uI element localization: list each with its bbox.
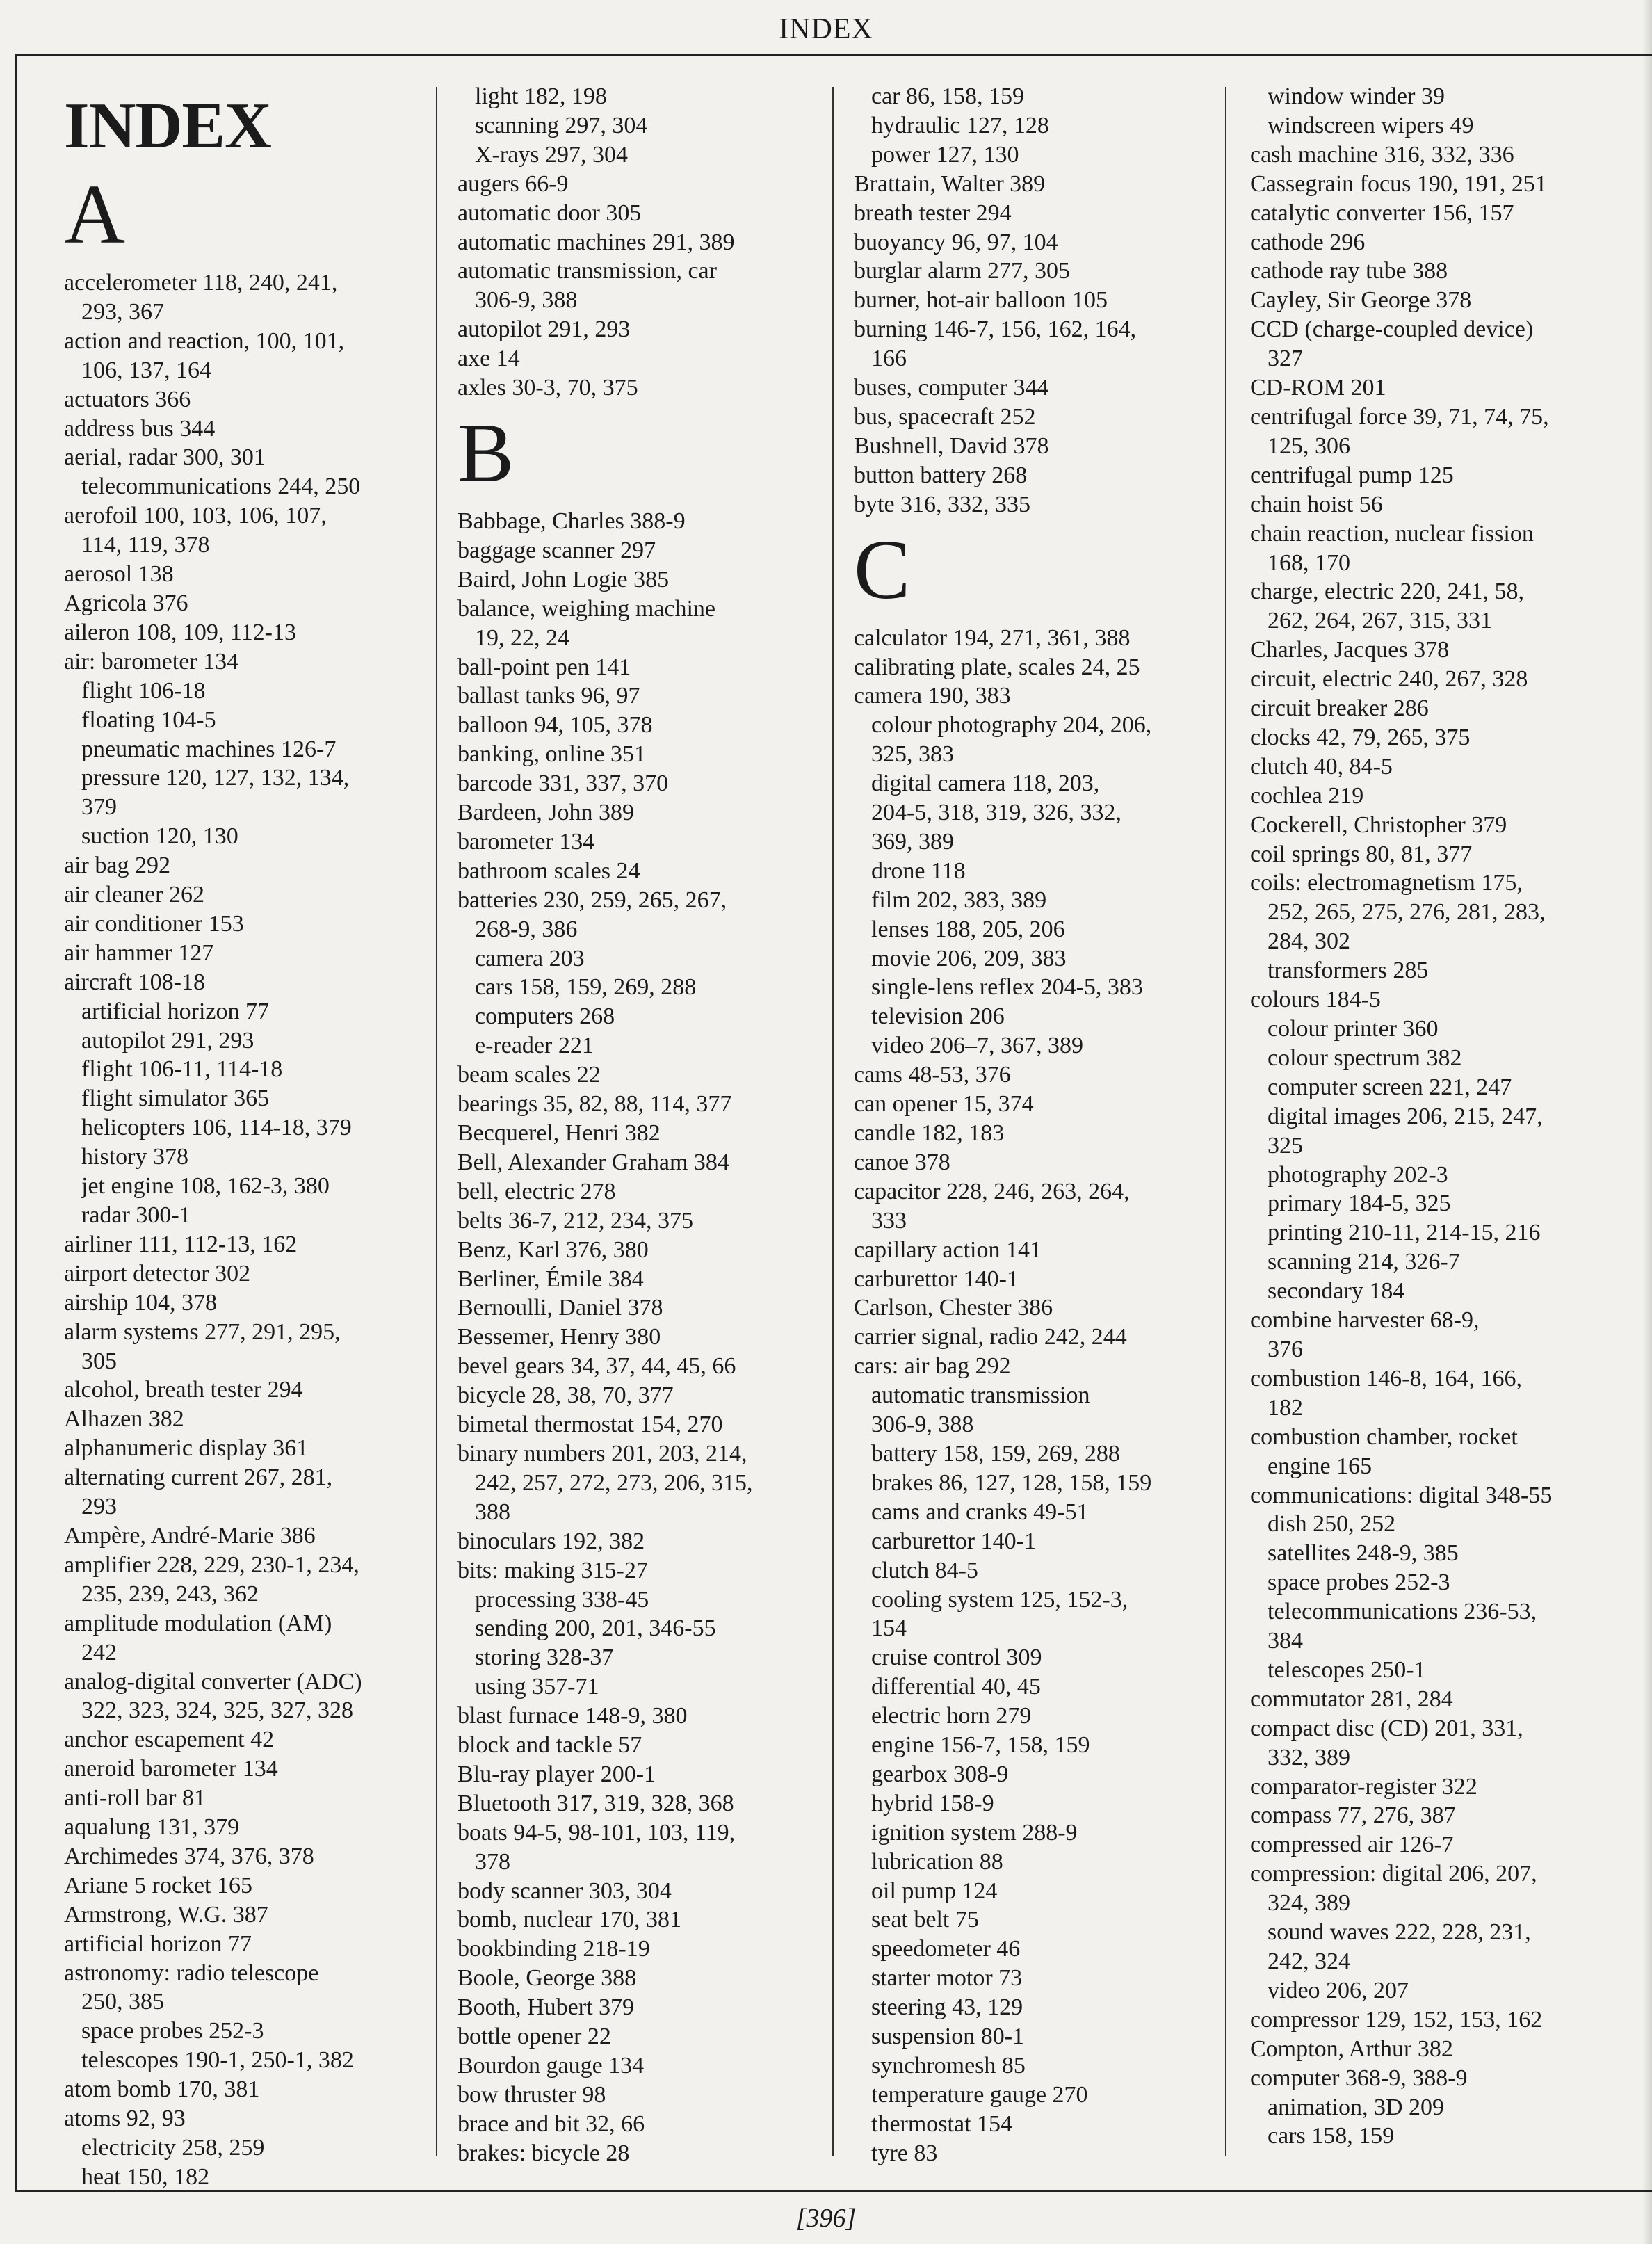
index-entry: augers 66-9: [457, 170, 569, 197]
index-subentry: satellites 248-9, 385: [1268, 1540, 1459, 1567]
index-subentry: differential 40, 45: [871, 1674, 1041, 1700]
index-subentry: power 127, 130: [871, 141, 1019, 168]
index-subentry: suspension 80-1: [871, 2024, 1025, 2050]
index-subentry: cars 158, 159, 269, 288: [475, 974, 697, 1001]
index-entry: bow thruster 98: [457, 2081, 606, 2108]
index-entry: Blu-ray player 200-1: [457, 1761, 656, 1787]
index-subentry: 369, 389: [871, 828, 954, 855]
index-subentry: 305: [81, 1348, 117, 1374]
index-entry: candle 182, 183: [854, 1120, 1005, 1146]
index-subentry: 166: [871, 346, 907, 372]
index-entry: combine harvester 68-9,: [1250, 1307, 1480, 1334]
index-subentry: sending 200, 201, 346-55: [475, 1615, 716, 1642]
index-entry: bottle opener 22: [457, 2024, 611, 2050]
index-entry: air hammer 127: [64, 939, 214, 966]
index-entry: airport detector 302: [64, 1260, 251, 1286]
index-entry: axe 14: [457, 346, 520, 372]
index-entry: Bourdon gauge 134: [457, 2053, 645, 2078]
index-entry: bits: making 315-27: [457, 1557, 648, 1583]
index-subentry: 242: [81, 1639, 117, 1665]
index-subentry: computer screen 221, 247: [1268, 1074, 1512, 1100]
index-entry: CD-ROM 201: [1250, 375, 1386, 401]
index-subentry: video 206–7, 367, 389: [871, 1033, 1084, 1059]
index-subentry: engine 165: [1268, 1453, 1372, 1479]
index-entry: air cleaner 262: [64, 882, 204, 908]
index-entry: bus, spacecraft 252: [854, 403, 1036, 430]
index-subentry: 379: [81, 794, 117, 821]
index-entry: calibrating plate, scales 24, 25: [854, 654, 1140, 680]
index-entry: Bell, Alexander Graham 384: [457, 1149, 729, 1175]
index-entry: combustion 146-8, 164, 166,: [1250, 1365, 1522, 1391]
index-subentry: history 378: [81, 1144, 188, 1170]
index-entry: clocks 42, 79, 265, 375: [1250, 724, 1471, 750]
index-entry: address bus 344: [64, 415, 216, 442]
index-subentry: 324, 389: [1268, 1890, 1350, 1916]
index-subentry: printing 210-11, 214-15, 216: [1268, 1220, 1541, 1246]
index-column-2: [457, 82, 826, 2168]
column-rule: [832, 87, 834, 2156]
index-entry: canoe 378: [854, 1149, 950, 1175]
index-subentry: 333: [871, 1207, 907, 1234]
index-entry: capillary action 141: [854, 1236, 1042, 1263]
index-subentry: cooling system 125, 152-3,: [871, 1586, 1128, 1613]
index-subentry: electricity 258, 259: [81, 2135, 265, 2161]
index-entry: air bag 292: [64, 853, 170, 879]
index-entry: automatic machines 291, 389: [457, 229, 735, 255]
index-entry: circuit breaker 286: [1250, 695, 1429, 722]
index-subentry: colour printer 360: [1268, 1016, 1439, 1042]
index-entry: Ampère, André-Marie 386: [64, 1522, 316, 1549]
index-entry: catalytic converter 156, 157: [1250, 200, 1514, 226]
index-entry: compass 77, 276, 387: [1250, 1802, 1456, 1829]
index-entry: alternating current 267, 281,: [64, 1464, 333, 1491]
index-subentry: 384: [1268, 1628, 1303, 1654]
index-subentry: movie 206, 209, 383: [871, 945, 1067, 971]
index-entry: computer 368-9, 388-9: [1250, 2065, 1468, 2091]
index-subentry: 327: [1268, 346, 1303, 372]
index-entry: Bardeen, John 389: [457, 800, 635, 826]
index-entry: bathroom scales 24: [457, 857, 640, 884]
index-subentry: light 182, 198: [475, 83, 607, 109]
running-head: INDEX: [779, 13, 873, 45]
index-entry: burning 146-7, 156, 162, 164,: [854, 316, 1137, 343]
index-entry: batteries 230, 259, 265, 267,: [457, 887, 727, 913]
index-subentry: 325: [1268, 1132, 1303, 1159]
index-subentry: dish 250, 252: [1268, 1511, 1396, 1537]
index-entry: chain reaction, nuclear fission: [1250, 520, 1534, 547]
index-entry: ball-point pen 141: [457, 654, 631, 680]
index-entry: bimetal thermostat 154, 270: [457, 1412, 723, 1438]
index-entry: Bushnell, David 378: [854, 433, 1049, 459]
index-entry: carburettor 140-1: [854, 1266, 1019, 1292]
index-entry: cash machine 316, 332, 336: [1250, 141, 1514, 168]
index-subentry: 235, 239, 243, 362: [81, 1581, 259, 1607]
index-subentry: electric horn 279: [871, 1703, 1032, 1729]
index-subentry: steering 43, 129: [871, 1994, 1023, 2021]
index-subentry: 106, 137, 164: [81, 357, 211, 383]
index-entry: Cassegrain focus 190, 191, 251: [1250, 170, 1547, 197]
page-edge-shadow: [1642, 0, 1652, 2244]
index-subentry: storing 328-37: [475, 1645, 614, 1671]
index-subentry: 182: [1268, 1394, 1303, 1421]
index-entry: Benz, Karl 376, 380: [457, 1236, 649, 1263]
index-entry: airship 104, 378: [64, 1289, 218, 1316]
index-entry: block and tackle 57: [457, 1732, 642, 1759]
index-entry: centrifugal pump 125: [1250, 462, 1454, 488]
index-entry: binoculars 192, 382: [457, 1528, 645, 1554]
index-entry: aerial, radar 300, 301: [64, 444, 266, 471]
index-column-1: [64, 82, 429, 2190]
index-subentry: telecommunications 236-53,: [1268, 1599, 1537, 1625]
index-entry: alcohol, breath tester 294: [64, 1377, 303, 1403]
index-subentry: clutch 84-5: [871, 1557, 978, 1583]
index-subentry: transformers 285: [1268, 958, 1429, 984]
index-subentry: 250, 385: [81, 1989, 164, 2015]
index-subentry: battery 158, 159, 269, 288: [871, 1440, 1120, 1467]
index-entry: button battery 268: [854, 462, 1028, 488]
index-entry: cathode ray tube 388: [1250, 258, 1448, 284]
index-entry: compressor 129, 152, 153, 162: [1250, 2006, 1543, 2033]
index-entry: bevel gears 34, 37, 44, 45, 66: [457, 1353, 736, 1380]
index-subentry: scanning 214, 326-7: [1268, 1249, 1460, 1275]
index-subentry: 376: [1268, 1336, 1303, 1362]
index-entry: Cockerell, Christopher 379: [1250, 812, 1507, 838]
index-subentry: tyre 83: [871, 2140, 938, 2166]
index-subentry: 19, 22, 24: [475, 624, 569, 651]
index-entry: analog-digital converter (ADC): [64, 1668, 362, 1695]
index-entry: burner, hot-air balloon 105: [854, 287, 1108, 314]
index-entry: amplitude modulation (AM): [64, 1610, 332, 1636]
index-subentry: 204-5, 318, 319, 326, 332,: [871, 800, 1121, 826]
index-entry: combustion chamber, rocket: [1250, 1423, 1518, 1450]
index-subentry: seat belt 75: [871, 1907, 979, 1933]
index-entry: Armstrong, W.G. 387: [64, 1901, 268, 1928]
index-subentry: 168, 170: [1268, 549, 1350, 576]
index-entry: banking, online 351: [457, 741, 647, 768]
index-subentry: 378: [475, 1848, 510, 1875]
index-subentry: flight 106-11, 114-18: [81, 1056, 283, 1083]
index-entry: autopilot 291, 293: [457, 316, 631, 343]
index-entry: compression: digital 206, 207,: [1250, 1861, 1537, 1887]
index-subentry: suction 120, 130: [81, 823, 238, 850]
index-entry: camera 190, 383: [854, 683, 1011, 709]
index-entry: bookbinding 218-19: [457, 1936, 650, 1962]
index-entry: blast furnace 148-9, 380: [457, 1703, 688, 1729]
index-entry: artificial horizon 77: [64, 1930, 252, 1957]
index-subentry: lenses 188, 205, 206: [871, 916, 1065, 942]
index-subentry: colour photography 204, 206,: [871, 712, 1152, 738]
index-entry: Archimedes 374, 376, 378: [64, 1843, 314, 1869]
index-entry: compact disc (CD) 201, 331,: [1250, 1715, 1523, 1741]
index-subentry: engine 156-7, 158, 159: [871, 1732, 1090, 1759]
index-subentry: 306-9, 388: [475, 287, 578, 314]
index-subentry: 293: [81, 1494, 117, 1520]
page-title: INDEX: [64, 90, 271, 162]
index-entry: cathode 296: [1250, 229, 1366, 255]
index-entry: coils: electromagnetism 175,: [1250, 870, 1523, 896]
index-subentry: 322, 323, 324, 325, 327, 328: [81, 1697, 353, 1724]
index-subentry: starter motor 73: [871, 1965, 1023, 1992]
index-subentry: car 86, 158, 159: [871, 83, 1025, 109]
index-entry: balance, weighing machine: [457, 595, 716, 622]
index-subentry: ignition system 288-9: [871, 1819, 1078, 1846]
index-subentry: jet engine 108, 162-3, 380: [81, 1173, 330, 1200]
index-subentry: telescopes 250-1: [1268, 1656, 1426, 1683]
index-subentry: photography 202-3: [1268, 1161, 1448, 1188]
index-entry: charge, electric 220, 241, 58,: [1250, 579, 1525, 605]
index-entry: byte 316, 332, 335: [854, 491, 1031, 517]
index-entry: alarm systems 277, 291, 295,: [64, 1318, 341, 1345]
index-entry: action and reaction, 100, 101,: [64, 328, 345, 354]
column-rule: [436, 87, 437, 2156]
index-entry: barometer 134: [457, 828, 595, 855]
index-entry: beam scales 22: [457, 1062, 601, 1088]
index-column-4: [1250, 82, 1639, 2168]
index-subentry: digital camera 118, 203,: [871, 770, 1100, 797]
index-entry: bicycle 28, 38, 70, 377: [457, 1382, 674, 1409]
index-subentry: sound waves 222, 228, 231,: [1268, 1919, 1531, 1946]
index-subentry: lubrication 88: [871, 1848, 1003, 1875]
index-subentry: telecommunications 244, 250: [81, 474, 361, 500]
index-entry: clutch 40, 84-5: [1250, 753, 1393, 780]
index-subentry: temperature gauge 270: [871, 2081, 1088, 2108]
index-entry: CCD (charge-coupled device): [1250, 316, 1534, 343]
index-entry: bomb, nuclear 170, 381: [457, 1907, 681, 1933]
index-entry: colours 184-5: [1250, 987, 1381, 1013]
index-subentry: gearbox 308-9: [871, 1761, 1009, 1787]
index-entry: anti-roll bar 81: [64, 1785, 206, 1811]
index-entry: Cayley, Sir George 378: [1250, 287, 1472, 314]
index-subentry: hybrid 158-9: [871, 1790, 994, 1816]
index-entry: automatic door 305: [457, 200, 642, 226]
index-subentry: oil pump 124: [871, 1878, 998, 1904]
index-subentry: 262, 264, 267, 315, 331: [1268, 608, 1492, 634]
index-entry: Baird, John Logie 385: [457, 566, 670, 592]
index-entry: Babbage, Charles 388-9: [457, 508, 686, 534]
index-subentry: flight simulator 365: [81, 1085, 270, 1112]
index-entry: Agricola 376: [64, 590, 188, 616]
index-subentry: 242, 257, 272, 273, 206, 315,: [475, 1469, 753, 1496]
index-subentry: computers 268: [475, 1003, 615, 1030]
index-entry: ballast tanks 96, 97: [457, 683, 640, 709]
index-entry: airliner 111, 112-13, 162: [64, 1231, 298, 1257]
index-entry: Charles, Jacques 378: [1250, 637, 1450, 663]
index-subentry: 306-9, 388: [871, 1412, 974, 1438]
index-entry: Boole, George 388: [457, 1965, 637, 1992]
index-subentry: space probes 252-3: [1268, 1569, 1450, 1596]
index-subentry: carburettor 140-1: [871, 1528, 1036, 1554]
index-entry: atom bomb 170, 381: [64, 2076, 260, 2103]
index-subentry: 114, 119, 378: [81, 532, 210, 558]
index-subentry: e-reader 221: [475, 1033, 594, 1059]
index-subentry: 388: [475, 1499, 510, 1525]
index-entry: Compton, Arthur 382: [1250, 2035, 1453, 2062]
index-subentry: hydraulic 127, 128: [871, 112, 1049, 138]
index-entry: Carlson, Chester 386: [854, 1295, 1053, 1321]
index-entry: alphanumeric display 361: [64, 1435, 309, 1462]
index-entry: Berliner, Émile 384: [457, 1266, 644, 1292]
index-entry: compressed air 126-7: [1250, 1832, 1454, 1858]
index-subentry: drone 118: [871, 857, 966, 884]
index-entry: coil springs 80, 81, 377: [1250, 841, 1473, 867]
index-entry: axles 30-3, 70, 375: [457, 375, 638, 401]
index-entry: bearings 35, 82, 88, 114, 377: [457, 1091, 732, 1117]
index-entry: burglar alarm 277, 305: [854, 258, 1070, 284]
index-subentry: pressure 120, 127, 132, 134,: [81, 765, 350, 791]
index-entry: Bessemer, Henry 380: [457, 1324, 661, 1350]
index-subentry: cams and cranks 49-51: [871, 1499, 1089, 1525]
index-column-3: [854, 82, 1219, 2168]
index-entry: brakes: bicycle 28: [457, 2140, 630, 2166]
index-entry: belts 36-7, 212, 234, 375: [457, 1207, 694, 1234]
page-number: [396]: [795, 2204, 857, 2233]
index-subentry: 284, 302: [1268, 928, 1350, 955]
index-subentry: 242, 324: [1268, 1948, 1350, 1974]
index-entry: buses, computer 344: [854, 375, 1049, 401]
index-entry: anchor escapement 42: [64, 1727, 275, 1753]
index-subentry: 252, 265, 275, 276, 281, 283,: [1268, 899, 1546, 926]
index-entry: circuit, electric 240, 267, 328: [1250, 666, 1528, 693]
index-entry: amplifier 228, 229, 230-1, 234,: [64, 1551, 359, 1578]
index-entry: comparator-register 322: [1250, 1773, 1477, 1800]
index-entry: binary numbers 201, 203, 214,: [457, 1440, 747, 1467]
index-subentry: automatic transmission: [871, 1382, 1090, 1409]
index-entry: atoms 92, 93: [64, 2106, 186, 2132]
index-entry: centrifugal force 39, 71, 74, 75,: [1250, 403, 1549, 430]
index-entry: air: barometer 134: [64, 648, 239, 675]
section-letter: A: [64, 168, 126, 261]
index-subentry: artificial horizon 77: [81, 998, 270, 1024]
column-rule: [1225, 87, 1226, 2156]
index-entry: cochlea 219: [1250, 782, 1364, 809]
index-entry: aileron 108, 109, 112-13: [64, 619, 296, 645]
index-entry: chain hoist 56: [1250, 491, 1383, 517]
index-subentry: 325, 383: [871, 741, 954, 768]
index-subentry: cruise control 309: [871, 1645, 1042, 1671]
index-entry: breath tester 294: [854, 200, 1012, 226]
index-entry: air conditioner 153: [64, 910, 244, 937]
index-subentry: camera 203: [475, 945, 585, 971]
index-subentry: floating 104-5: [81, 707, 216, 733]
index-subentry: 154: [871, 1615, 907, 1642]
index-subentry: television 206: [871, 1003, 1005, 1030]
index-entry: brace and bit 32, 66: [457, 2110, 645, 2137]
index-subentry: telescopes 190-1, 250-1, 382: [81, 2047, 354, 2074]
section-letter: C: [854, 522, 911, 617]
index-subentry: primary 184-5, 325: [1268, 1190, 1451, 1217]
index-entry: Bernoulli, Daniel 378: [457, 1295, 663, 1321]
index-entry: Brattain, Walter 389: [854, 170, 1046, 197]
index-entry: boats 94-5, 98-101, 103, 119,: [457, 1819, 736, 1846]
index-entry: carrier signal, radio 242, 244: [854, 1324, 1127, 1350]
index-subentry: pneumatic machines 126-7: [81, 736, 337, 762]
index-subentry: synchromesh 85: [871, 2053, 1026, 2078]
index-subentry: processing 338-45: [475, 1586, 649, 1613]
index-entry: Booth, Hubert 379: [457, 1994, 635, 2021]
index-entry: buoyancy 96, 97, 104: [854, 229, 1058, 255]
index-entry: aqualung 131, 379: [64, 1814, 240, 1841]
index-entry: body scanner 303, 304: [457, 1878, 672, 1904]
index-entry: Becquerel, Henri 382: [457, 1120, 661, 1146]
index-subentry: radar 300-1: [81, 1202, 191, 1228]
index-entry: aneroid barometer 134: [64, 1756, 278, 1782]
index-subentry: autopilot 291, 293: [81, 1027, 254, 1054]
index-entry: capacitor 228, 246, 263, 264,: [854, 1178, 1130, 1204]
index-subentry: single-lens reflex 204-5, 383: [871, 974, 1143, 1001]
index-entry: actuators 366: [64, 386, 191, 412]
index-entry: aircraft 108-18: [64, 969, 205, 995]
index-subentry: digital images 206, 215, 247,: [1268, 1103, 1543, 1129]
index-entry: automatic transmission, car: [457, 258, 717, 284]
section-letter: B: [457, 405, 515, 500]
index-entry: communications: digital 348-55: [1250, 1482, 1553, 1508]
index-entry: cars: air bag 292: [854, 1353, 1011, 1380]
index-subentry: colour spectrum 382: [1268, 1044, 1462, 1071]
index-subentry: window winder 39: [1268, 83, 1445, 109]
index-entry: balloon 94, 105, 378: [457, 712, 653, 738]
index-entry: cams 48-53, 376: [854, 1062, 1011, 1088]
index-subentry: animation, 3D 209: [1268, 2094, 1445, 2120]
index-subentry: helicopters 106, 114-18, 379: [81, 1115, 352, 1141]
index-entry: barcode 331, 337, 370: [457, 770, 669, 797]
index-subentry: space probes 252-3: [81, 2018, 264, 2044]
index-entry: baggage scanner 297: [457, 537, 656, 563]
index-entry: Bluetooth 317, 319, 328, 368: [457, 1790, 734, 1816]
index-subentry: cars 158, 159: [1268, 2123, 1395, 2149]
index-subentry: heat 150, 182: [81, 2163, 210, 2190]
index-subentry: scanning 297, 304: [475, 112, 648, 138]
index-subentry: windscreen wipers 49: [1268, 112, 1474, 138]
index-subentry: 268-9, 386: [475, 916, 578, 942]
index-entry: astronomy: radio telescope: [64, 1960, 319, 1986]
index-entry: accelerometer 118, 240, 241,: [64, 270, 338, 296]
index-entry: calculator 194, 271, 361, 388: [854, 624, 1131, 651]
index-subentry: flight 106-18: [81, 677, 206, 704]
index-entry: can opener 15, 374: [854, 1091, 1034, 1117]
index-subentry: video 206, 207: [1268, 1977, 1409, 2003]
index-subentry: brakes 86, 127, 128, 158, 159: [871, 1469, 1152, 1496]
index-subentry: X-rays 297, 304: [475, 141, 629, 168]
index-entry: Alhazen 382: [64, 1406, 184, 1432]
index-entry: Ariane 5 rocket 165: [64, 1872, 252, 1898]
index-subentry: speedometer 46: [871, 1936, 1021, 1962]
index-subentry: 125, 306: [1268, 433, 1350, 459]
index-subentry: thermostat 154: [871, 2110, 1013, 2137]
index-entry: aerofoil 100, 103, 106, 107,: [64, 503, 327, 529]
index-subentry: film 202, 383, 389: [871, 887, 1047, 913]
index-subentry: secondary 184: [1268, 1278, 1405, 1305]
index-subentry: 332, 389: [1268, 1744, 1350, 1770]
index-entry: commutator 281, 284: [1250, 1686, 1453, 1712]
index-entry: aerosol 138: [64, 561, 174, 588]
index-entry: bell, electric 278: [457, 1178, 616, 1204]
index-subentry: 293, 367: [81, 298, 164, 325]
index-subentry: using 357-71: [475, 1674, 599, 1700]
